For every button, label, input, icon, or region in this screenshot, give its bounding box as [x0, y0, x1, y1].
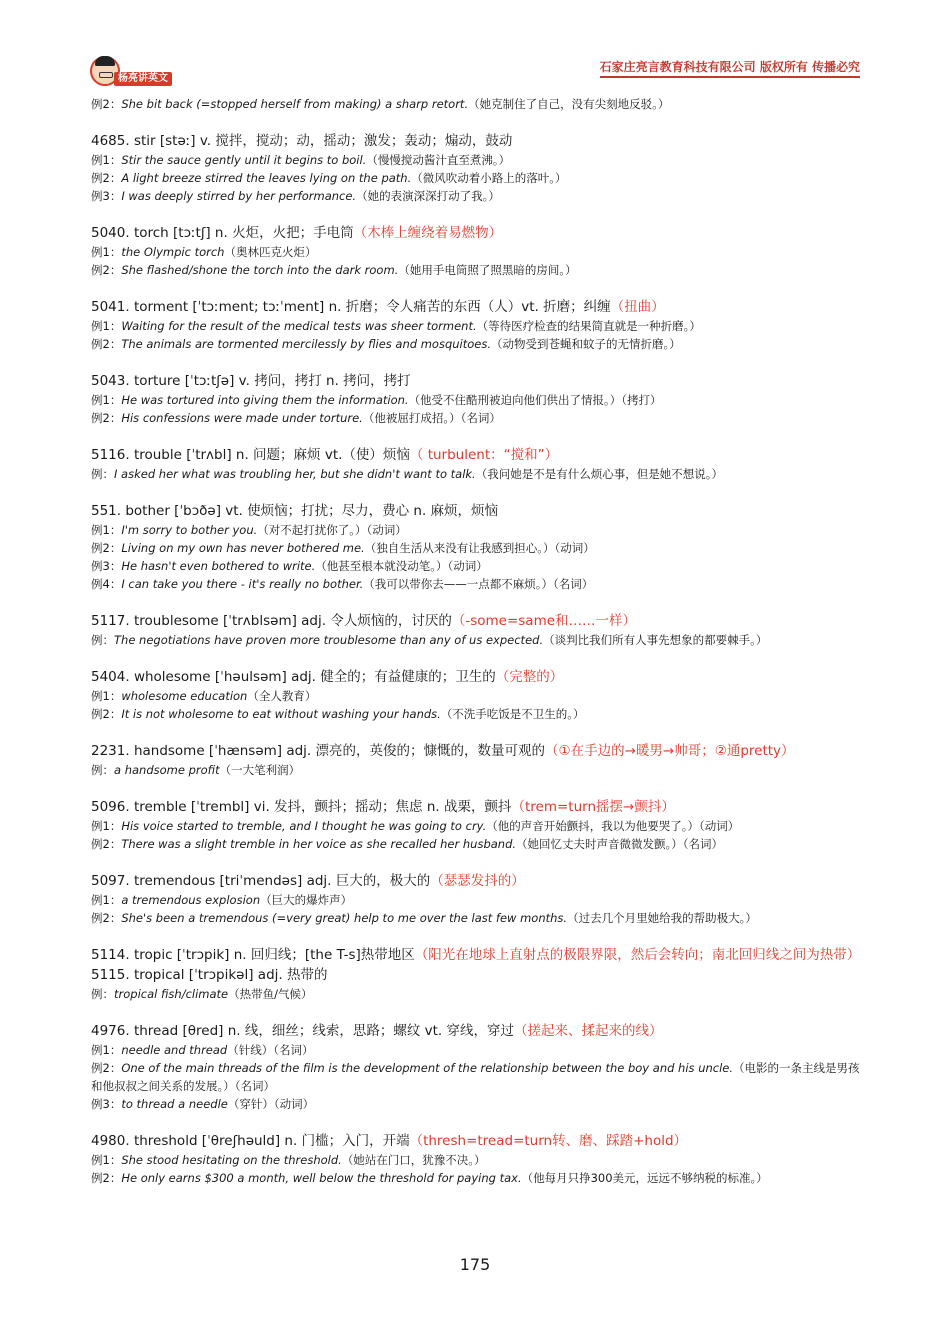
- vocab-entry: [91, 223, 863, 279]
- example-english: I can take you there - it's really no bother.: [121, 577, 364, 591]
- example-english: She flashed/shone the torch into the dark room.: [121, 263, 399, 277]
- vocab-entry: [91, 1131, 863, 1187]
- example-label: 例：: [91, 633, 114, 647]
- entry-headword: [91, 871, 863, 891]
- entry-definition: 5040. torch [tɔːtʃ] n. 火炬，火把；手电筒: [91, 225, 354, 241]
- example-english: tropical fish/climate: [114, 987, 229, 1001]
- example-sentence: [91, 761, 863, 779]
- example-translation: （穿针）（动词）: [227, 1097, 315, 1111]
- entry-definition: 5096. tremble [ˈtrembl] vi. 发抖，颤抖；摇动；焦虑 n. 战栗，颤抖: [91, 799, 512, 815]
- example-translation: （谈判比我们所有人事先想象的都要棘手。）: [543, 633, 768, 647]
- example-english: needle and thread: [121, 1043, 228, 1057]
- entry-mnemonic: （trem=turn摇摆→颤抖）: [511, 799, 675, 815]
- example-sentence: [91, 909, 863, 927]
- entry-mnemonic: （完整的）: [495, 669, 564, 685]
- example-english: There was a slight tremble in her voice as she recalled her husband.: [121, 837, 517, 851]
- example-sentence: [91, 539, 863, 557]
- example-label: 例1：: [91, 819, 122, 833]
- entry-definition: 4980. threshold [ˈθreʃhəuld] n. 门槛；入门，开端: [91, 1133, 410, 1149]
- example-translation: （她克制住了自己，没有尖刻地反驳。）: [468, 97, 670, 111]
- example-translation: （动物受到苍蝇和蚊子的无情折磨。）: [491, 337, 681, 351]
- example-sentence: [91, 575, 863, 593]
- example-sentence: [91, 521, 863, 539]
- vocabulary-list: [91, 95, 863, 1205]
- example-english: the Olympic torch: [121, 245, 225, 259]
- example-label: 例2：: [91, 707, 122, 721]
- example-sentence: [91, 335, 863, 353]
- example-english: One of the main threads of the film is the development of the relationship between the boy and his uncle.: [121, 1061, 734, 1075]
- entry-headword: [91, 945, 863, 965]
- example-english: She's been a tremendous (=very great) help to me over the last few months.: [121, 911, 568, 925]
- example-english: He only earns $300 a month, well below the threshold for paying tax.: [121, 1171, 522, 1185]
- entry-headword: [91, 741, 863, 761]
- entry-headword: [91, 445, 863, 465]
- vocab-entry: [91, 371, 863, 427]
- example-sentence: [91, 465, 863, 483]
- entry-definition: 4685. stir [stəː] v. 搅拌，搅动；动，摇动；激发；轰动；煽动，鼓动: [91, 133, 513, 149]
- example-label: 例2：: [91, 837, 122, 851]
- example-english: He hasn't even bothered to write.: [121, 559, 316, 573]
- entry-definition: 5115. tropical [ˈtrɔpikəl] adj. 热带的: [91, 967, 328, 983]
- example-english: He was tortured into giving them the information.: [121, 393, 409, 407]
- example-label: 例2：: [91, 1061, 122, 1075]
- example-label: 例：: [91, 467, 114, 481]
- example-sentence: [91, 317, 863, 335]
- example-translation: （慢慢搅动酱汁直至煮沸。）: [366, 153, 511, 167]
- example-english: The animals are tormented mercilessly by flies and mosquitoes.: [121, 337, 491, 351]
- example-sentence: [91, 1059, 863, 1095]
- logo-text: 杨亮讲英文: [114, 72, 172, 86]
- example-english: The negotiations have proven more troublesome than any of us expected.: [114, 633, 544, 647]
- example-sentence: [91, 835, 863, 853]
- entry-definition: 2231. handsome [ˈhænsəm] adj. 漂亮的，英俊的；慷慨的，数量可观的: [91, 743, 546, 759]
- entry-headword: [91, 797, 863, 817]
- brand-logo: [88, 56, 188, 92]
- example-english: Waiting for the result of the medical tests was sheer torment.: [121, 319, 477, 333]
- entry-mnemonic: （阳光在地球上直射点的极限界限，然后会转向；南北回归线之间为热带）: [414, 947, 861, 963]
- entry-headword: [91, 223, 863, 243]
- example-english: I was deeply stirred by her performance.: [121, 189, 357, 203]
- example-translation: （我问她是不是有什么烦心事，但是她不想说。）: [475, 467, 723, 481]
- example-sentence: [91, 891, 863, 909]
- entry-definition: 5404. wholesome [ˈhəulsəm] adj. 健全的；有益健康的；卫生的: [91, 669, 496, 685]
- example-sentence: [91, 687, 863, 705]
- example-sentence: [91, 1169, 863, 1187]
- entry-headword: [91, 667, 863, 687]
- example-english: She bit back (=stopped herself from making) a sharp retort.: [121, 97, 469, 111]
- example-label: 例1：: [91, 319, 122, 333]
- vocab-entry: [91, 741, 863, 779]
- vocab-entry: [91, 445, 863, 483]
- example-translation: （不洗手吃饭是不卫生的。）: [440, 707, 585, 721]
- example-sentence: [91, 705, 863, 723]
- entry-headword: [91, 1131, 863, 1151]
- entry-mnemonic: （thresh=tread=turn转、磨、踩踏+hold）: [409, 1133, 688, 1149]
- vocab-entry: [91, 611, 863, 649]
- example-label: 例1：: [91, 153, 122, 167]
- example-english: wholesome education: [121, 689, 248, 703]
- example-sentence: [91, 409, 863, 427]
- entry-headword: [91, 965, 863, 985]
- entry-headword: [91, 501, 863, 521]
- entry-mnemonic: （木棒上缠绕着易燃物）: [353, 225, 503, 241]
- example-english: It is not wholesome to eat without washing your hands.: [121, 707, 441, 721]
- example-english: I'm sorry to bother you.: [121, 523, 258, 537]
- vocab-entry: [91, 871, 863, 927]
- example-label: 例2：: [91, 337, 122, 351]
- example-sentence: [91, 169, 863, 187]
- entry-mnemonic: （①在手边的→暖男→帅哥；②通pretty）: [545, 743, 795, 759]
- example-label: 例1：: [91, 689, 122, 703]
- example-sentence: [91, 817, 863, 835]
- example-english: She stood hesitating on the threshold.: [121, 1153, 342, 1167]
- page-number: 175: [459, 1255, 491, 1274]
- vocab-entry: [91, 667, 863, 723]
- entry-definition: 5117. troublesome [ˈtrʌblsəm] adj. 令人烦恼的，讨厌的: [91, 613, 452, 629]
- vocab-entry: [91, 131, 863, 205]
- entry-definition: 4976. thread [θred] n. 线，细丝；线索，思路；螺纹 vt. 穿线，穿过: [91, 1023, 514, 1039]
- vocab-entry: [91, 965, 863, 1003]
- entry-mnemonic: （-some=same和……一样）: [451, 613, 637, 629]
- example-sentence: [91, 1041, 863, 1059]
- vocab-entry: [91, 501, 863, 593]
- vocab-entry: [91, 1021, 863, 1113]
- example-sentence: [91, 243, 863, 261]
- vocab-entry: [91, 95, 863, 113]
- entry-mnemonic: （搓起来、揉起来的线）: [514, 1023, 663, 1039]
- entry-headword: [91, 297, 863, 317]
- copyright-notice: 石家庄亮言教育科技有限公司 版权所有 传播必究: [600, 58, 860, 78]
- entry-headword: [91, 131, 863, 151]
- page-header: [88, 52, 860, 96]
- entry-headword: [91, 1021, 863, 1041]
- example-label: 例3：: [91, 1097, 122, 1111]
- example-label: 例1：: [91, 523, 122, 537]
- entry-mnemonic: （瑟瑟发抖的）: [430, 873, 525, 889]
- example-label: 例2：: [91, 541, 122, 555]
- example-translation: （对不起打扰你了。）（动词）: [257, 523, 407, 537]
- example-sentence: [91, 151, 863, 169]
- entry-definition: 5041. torment [ˈtɔːment; tɔːˈment] n. 折磨；令人痛苦的东西（人）vt. 折磨；纠缠: [91, 299, 611, 315]
- example-translation: （我可以带你去——一点都不麻烦。）（名词）: [363, 577, 594, 591]
- example-translation: （他甚至根本就没动笔。）（动词）: [315, 559, 488, 573]
- example-translation: （微风吹动着小路上的落叶。）: [411, 171, 567, 185]
- entry-mnemonic: （扭曲）: [610, 299, 665, 315]
- example-translation: （她站在门口，犹豫不决。）: [341, 1153, 486, 1167]
- example-english: a handsome profit: [114, 763, 220, 777]
- example-translation: （过去几个月里她给我的帮助极大。）: [567, 911, 757, 925]
- example-sentence: [91, 391, 863, 409]
- example-english: Stir the sauce gently until it begins to boil.: [121, 153, 367, 167]
- example-translation: （热带鱼/气候）: [228, 987, 313, 1001]
- example-label: 例2：: [91, 1171, 122, 1185]
- example-label: 例1：: [91, 245, 122, 259]
- example-translation: （她回忆丈夫时声音微微发颤。）（名词）: [516, 837, 724, 851]
- entry-mnemonic: （ turbulent：“搅和”）: [409, 447, 559, 463]
- example-translation: （等待医疗检查的结果简直就是一种折磨。）: [476, 319, 701, 333]
- example-label: 例3：: [91, 559, 122, 573]
- example-label: 例2：: [91, 411, 122, 425]
- example-translation: （她用手电筒照了照黑暗的房间。）: [398, 263, 577, 277]
- example-sentence: [91, 95, 863, 113]
- example-label: 例2：: [91, 911, 122, 925]
- example-english: to thread a needle: [121, 1097, 228, 1111]
- entry-definition: 551. bother [ˈbɔðə] vt. 使烦恼；打扰；尽力，费心 n. 麻烦，烦恼: [91, 503, 499, 519]
- entry-definition: 5114. tropic [ˈtrɔpik] n. 回归线；[the T-s]热带地区: [91, 947, 415, 963]
- example-english: a tremendous explosion: [121, 893, 261, 907]
- example-english: A light breeze stirred the leaves lying on the path.: [121, 171, 412, 185]
- example-label: 例4：: [91, 577, 122, 591]
- example-translation: （巨大的爆炸声）: [260, 893, 353, 907]
- example-label: 例2：: [91, 263, 122, 277]
- example-translation: （针线）（名词）: [227, 1043, 314, 1057]
- entry-definition: 5097. tremendous [triˈmendəs] adj. 巨大的，极大的: [91, 873, 431, 889]
- example-label: 例1：: [91, 893, 122, 907]
- vocab-entry: [91, 297, 863, 353]
- example-label: 例1：: [91, 1153, 122, 1167]
- example-sentence: [91, 187, 863, 205]
- example-label: 例3：: [91, 189, 122, 203]
- example-english: His confessions were made under torture.: [121, 411, 363, 425]
- example-sentence: [91, 261, 863, 279]
- entry-headword: [91, 371, 863, 391]
- example-label: 例：: [91, 987, 114, 1001]
- entry-definition: 5116. trouble [ˈtrʌbl] n. 问题；麻烦 vt.（使）烦恼: [91, 447, 410, 463]
- example-translation: （他的声音开始颤抖，我以为他要哭了。）（动词）: [486, 819, 740, 833]
- example-label: 例2：: [91, 171, 122, 185]
- example-english: Living on my own has never bothered me.: [121, 541, 365, 555]
- vocab-entry: [91, 797, 863, 853]
- example-label: 例1：: [91, 393, 122, 407]
- example-sentence: [91, 631, 863, 649]
- example-sentence: [91, 1095, 863, 1113]
- example-translation: （他每月只挣300美元，远远不够纳税的标准。）: [521, 1171, 768, 1185]
- example-english: I asked her what was troubling her, but she didn't want to talk.: [114, 467, 476, 481]
- example-english: His voice started to tremble, and I thought he was going to cry.: [121, 819, 487, 833]
- example-sentence: [91, 557, 863, 575]
- example-translation: （一大笔利润）: [219, 763, 301, 777]
- entry-headword: [91, 611, 863, 631]
- example-label: 例2：: [91, 97, 122, 111]
- example-label: 例：: [91, 763, 114, 777]
- example-translation: （他受不住酷刑被迫向他们供出了情报。）（拷打）: [408, 393, 662, 407]
- example-translation: （独自生活从来没有让我感到担心。）（动词）: [364, 541, 595, 555]
- example-translation: （全人教育）: [247, 689, 317, 703]
- entry-definition: 5043. torture [ˈtɔːtʃə] v. 拷问，拷打 n. 拷问，拷打: [91, 373, 411, 389]
- example-translation: （奥林匹克火炬）: [224, 245, 317, 259]
- example-sentence: [91, 1151, 863, 1169]
- example-translation: （电影的一条主线是男孩和他叔叔之间关系的发展。）（名词）: [91, 1061, 860, 1093]
- example-translation: （他被屈打成招。）（名词）: [362, 411, 501, 425]
- example-translation: （她的表演深深打动了我。）: [356, 189, 500, 203]
- example-sentence: [91, 985, 863, 1003]
- vocab-entry: [91, 945, 863, 965]
- example-label: 例1：: [91, 1043, 122, 1057]
